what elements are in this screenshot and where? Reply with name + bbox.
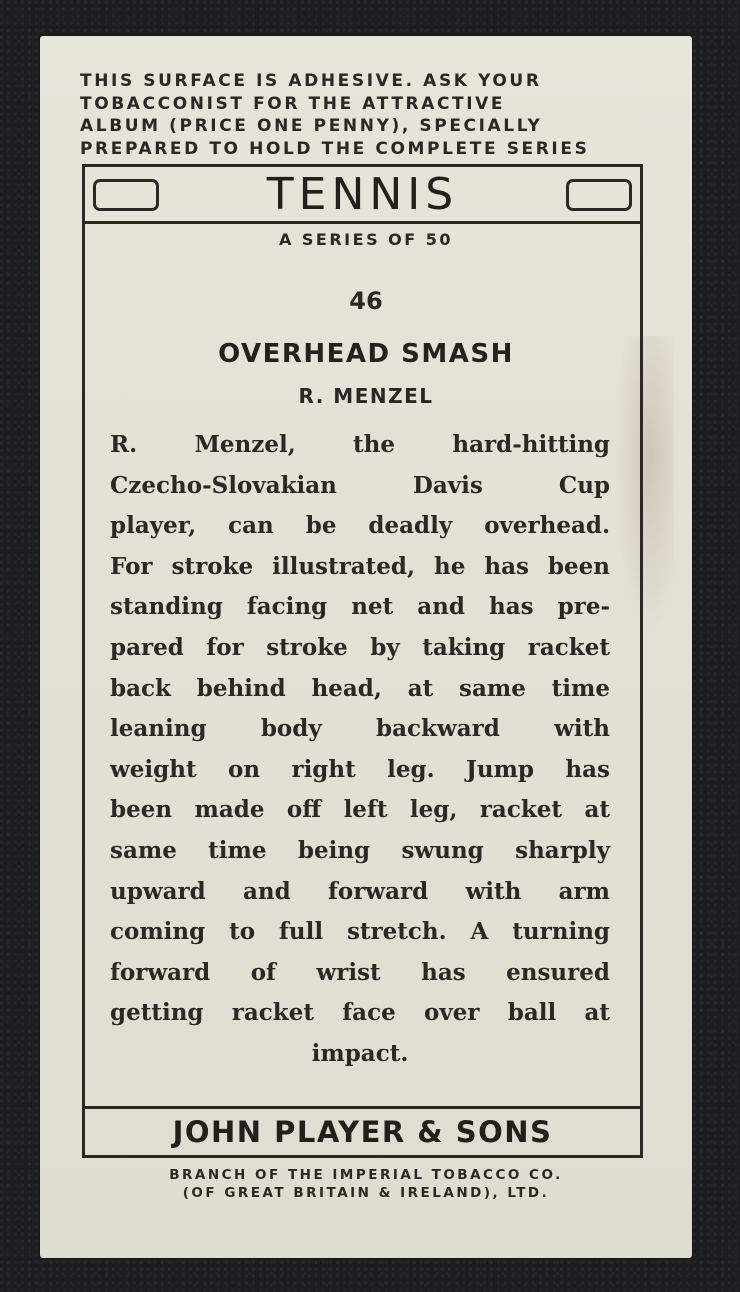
cigarette-card — [40, 36, 692, 1258]
description-line: impact. — [311, 1039, 409, 1067]
right-ornament-box — [566, 179, 632, 211]
notice-line: TOBACCONIST FOR THE ATTRACTIVE — [80, 93, 506, 114]
description-line: standing facing net and has pre- — [110, 593, 610, 621]
description-line: pared for stroke by taking racket — [110, 633, 610, 661]
player-name: R. MENZEL — [298, 384, 434, 408]
publisher-banner — [82, 1106, 643, 1158]
description-line: same time being swung sharply — [110, 836, 610, 864]
description-line: player, can be deadly overhead. — [110, 512, 610, 540]
card-number: 46 — [349, 287, 383, 315]
description-text — [110, 425, 610, 1075]
title-banner — [82, 164, 643, 224]
card-heading: OVERHEAD SMASH — [218, 339, 514, 369]
card-title: TENNIS — [266, 169, 459, 220]
description-line: leaning body backward with — [110, 715, 610, 743]
notice-line: ALBUM (PRICE ONE PENNY), SPECIALLY — [80, 116, 543, 136]
description-line: back behind head, at same time — [110, 674, 610, 702]
branch-line: BRANCH OF THE IMPERIAL TOBACCO CO. — [169, 1167, 563, 1183]
publisher-name: JOHN PLAYER & SONS — [172, 1115, 553, 1149]
description-line: forward of wrist has ensured — [110, 958, 610, 986]
description-line: upward and forward with arm — [110, 877, 610, 905]
description-line: For stroke illustrated, he has been — [110, 552, 610, 580]
description-line: Czecho-Slovakian Davis Cup — [110, 471, 610, 499]
notice-line: PREPARED TO HOLD THE COMPLETE SERIES — [80, 138, 590, 159]
description-line: coming to full stretch. A turning — [110, 918, 610, 946]
description-line: getting racket face over ball at — [110, 999, 610, 1027]
branch-line: (OF GREAT BRITAIN & IRELAND), LTD. — [182, 1185, 550, 1201]
branch-notice — [40, 1166, 692, 1202]
description-line: been made off left leg, racket at — [110, 796, 610, 824]
notice-line: THIS SURFACE IS ADHESIVE. ASK YOUR — [80, 71, 542, 91]
description-line: R. Menzel, the hard-hitting — [110, 431, 610, 458]
series-label: A SERIES OF 50 — [278, 230, 454, 249]
adhesive-notice — [80, 70, 645, 160]
description-line: weight on right leg. Jump has — [110, 755, 610, 783]
